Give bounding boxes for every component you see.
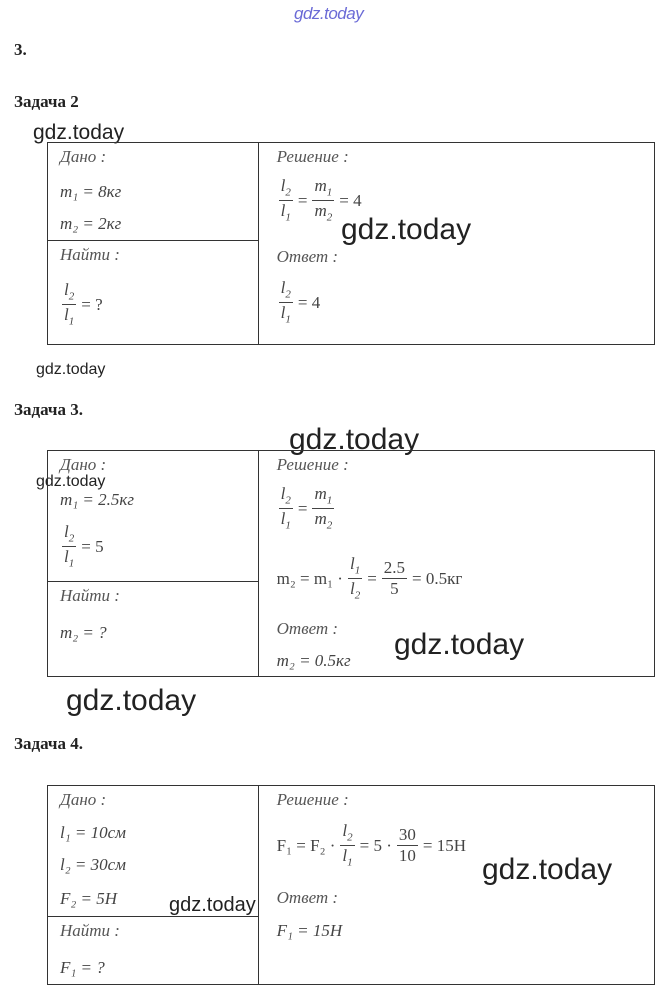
task4-given-cell xyxy=(48,786,259,917)
task3-find: m₂ = ? xyxy=(60,622,107,642)
task3-solution-result: = 0.5кг xyxy=(412,568,463,588)
task3-ratio xyxy=(60,523,104,570)
task3-given-cell xyxy=(48,451,259,582)
task2-solution-equation xyxy=(277,177,362,224)
watermark: gdz.today xyxy=(289,423,420,456)
task3-solution-line1 xyxy=(277,485,337,532)
task2-solution-cell xyxy=(258,143,654,345)
task4-solution-result: = 15H xyxy=(422,835,467,855)
task3-answer: m₂ = 0.5кг xyxy=(276,651,351,670)
task2-given-cell xyxy=(48,143,259,241)
task4-title: Задача 4. xyxy=(14,734,83,753)
fraction-numeric: $\frac{30}{10}$ xyxy=(398,825,416,865)
find-label: Найти : xyxy=(60,585,120,605)
watermark: gdz.today xyxy=(394,628,525,661)
watermark: gdz.today xyxy=(169,894,256,916)
watermark: gdz.today xyxy=(66,684,197,717)
solution-label: Решение : xyxy=(276,147,349,166)
watermark: gdz.today xyxy=(482,853,613,886)
fraction-l2-l1: $\frac{l_2}{l_1}$ xyxy=(64,280,75,328)
task3-ratio-value: = 5 xyxy=(81,536,104,556)
find-label: Найти : xyxy=(60,245,120,264)
task2-table xyxy=(47,142,655,345)
task4-solution-equation xyxy=(277,822,466,869)
given-label: Дано : xyxy=(60,790,107,809)
task4-solution-cell xyxy=(258,786,654,985)
given-label: Дано : xyxy=(60,455,107,474)
task2-solution-result: = 4 xyxy=(339,190,362,210)
task2-answer-value: = 4 xyxy=(297,292,321,312)
task4-solution-lhs: F₁ = F₂ · xyxy=(276,835,336,855)
answer-label: Ответ : xyxy=(276,619,339,638)
given-label: Дано : xyxy=(60,147,107,166)
fraction-l1-l2: $\frac{l_1}{l_2}$ xyxy=(349,554,361,602)
task4-table xyxy=(47,785,655,985)
task4-F2: F₂ = 5H xyxy=(60,889,118,908)
watermark: gdz.today xyxy=(33,121,125,144)
fraction-l2-l1: $\frac{l_2}{l_1}$ xyxy=(280,278,291,326)
answer-label: Ответ : xyxy=(276,247,339,266)
answer-label: Ответ : xyxy=(276,888,339,907)
fraction-m1-m2: $\frac{m_1}{m_2}$ xyxy=(314,176,333,224)
section-number: 3. xyxy=(14,40,27,59)
task3-title: Задача 3. xyxy=(14,400,83,419)
task3-m1: m₁ = 2.5кг xyxy=(60,490,134,509)
task3-find-cell xyxy=(48,581,259,676)
equals: = xyxy=(297,498,308,518)
solution-label: Решение : xyxy=(276,455,349,474)
task4-find: F₁ = ? xyxy=(60,957,105,977)
equals: = xyxy=(367,568,377,588)
solution-label: Решение : xyxy=(276,790,349,809)
task2-answer xyxy=(277,279,321,326)
watermark: gdz.today xyxy=(341,213,472,246)
task3-solution-lhs: m₂ = m₁ · xyxy=(276,568,343,588)
task4-find-cell xyxy=(48,916,259,984)
task2-title: Задача 2 xyxy=(14,92,79,111)
task3-table xyxy=(47,450,655,677)
task3-solution-line2 xyxy=(277,555,463,602)
task2-m2: m₂ = 2кг xyxy=(60,214,122,233)
task3-solution-cell xyxy=(258,451,654,677)
find-label: Найти : xyxy=(60,920,120,940)
task4-l2: l₂ = 30см xyxy=(60,855,126,874)
fraction-numeric: $\frac{2.5}{5}$ xyxy=(383,558,406,598)
equals: = xyxy=(297,190,308,210)
fraction-l2-l1: $\frac{l_2}{l_1}$ xyxy=(342,821,353,869)
task2-m1: m₁ = 8кг xyxy=(60,182,122,201)
task4-answer: F₁ = 15H xyxy=(276,921,343,940)
task2-find xyxy=(60,281,103,328)
task2-find-cell xyxy=(48,241,259,345)
fraction-l2-l1: $\frac{l_2}{l_1}$ xyxy=(64,522,75,570)
task2-find-rhs: = ? xyxy=(81,294,103,314)
fraction-l2-l1: $\frac{l_2}{l_1}$ xyxy=(280,176,291,224)
fraction-l2-l1: $\frac{l_2}{l_1}$ xyxy=(280,484,291,532)
fraction-m1-m2: $\frac{m_1}{m_2}$ xyxy=(314,484,333,532)
task4-l1: l₁ = 10см xyxy=(60,823,126,842)
watermark: gdz.today xyxy=(36,361,106,378)
watermark-top: gdz.today xyxy=(294,4,364,23)
task4-solution-mid: = 5 · xyxy=(359,835,392,855)
watermark: gdz.today xyxy=(36,473,106,490)
